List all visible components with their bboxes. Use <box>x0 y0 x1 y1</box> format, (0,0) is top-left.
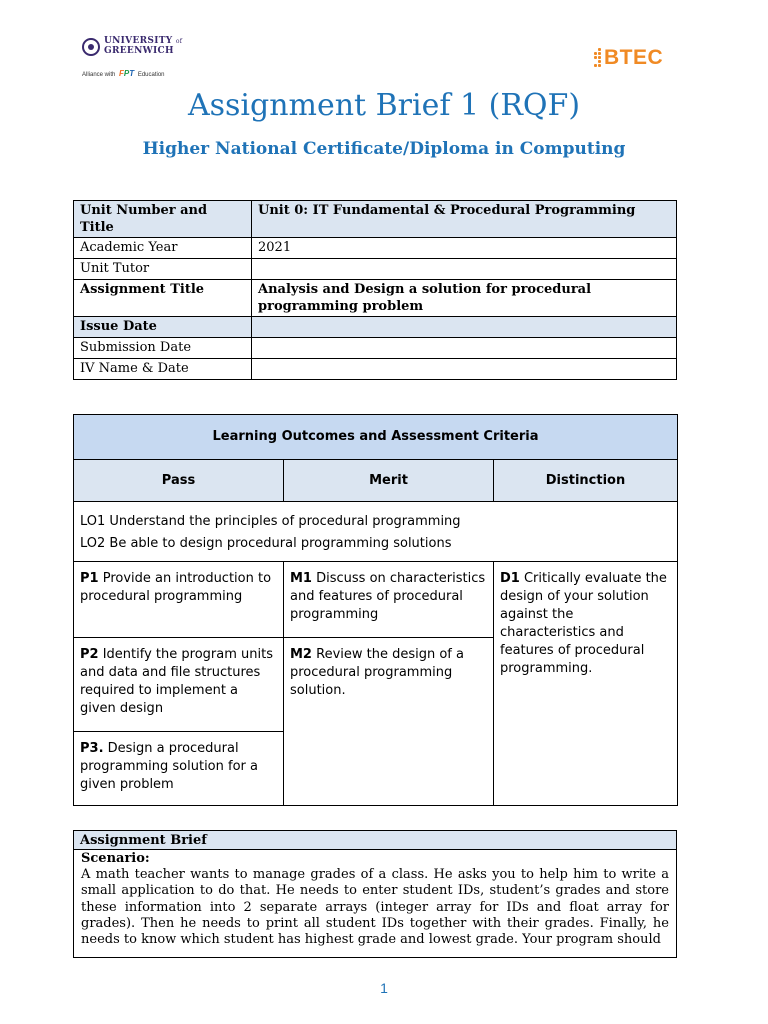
info-label: IV Name & Date <box>74 359 252 380</box>
info-value: Unit 0: IT Fundamental & Procedural Programming <box>252 201 677 238</box>
alliance-text: Alliance with FPT Education <box>82 69 165 78</box>
page-title: Assignment Brief 1 (RQF) <box>187 88 581 123</box>
page-number: 1 <box>380 980 388 996</box>
table-row <box>74 359 677 380</box>
scenario-text: A math teacher wants to manage grades of a class. He asks you to help him to write a small application to do that. He needs to enter student IDs, student’s grades and store these information into 2 separate arrays (integer array for IDs and float array for grades). Then he needs to print all student IDs together with their grades. Finally, he needs to know which student has highest grade and lowest grade. Your program should <box>81 867 669 948</box>
btec-dots-icon <box>592 48 604 70</box>
info-value: 2021 <box>252 238 677 259</box>
column-header-merit: Merit <box>284 459 494 501</box>
criterion-d1: D1 Critically evaluate the design of your solution against the characteristics and features of procedural programming. <box>494 561 677 805</box>
learning-outcomes <box>74 501 677 561</box>
table-row <box>74 238 677 259</box>
info-value <box>252 359 677 380</box>
assessment-criteria-table <box>73 414 678 806</box>
btec-logo: BTEC <box>592 44 682 74</box>
criterion-p3: P3. Design a procedural programming solution for a given problem <box>74 731 284 805</box>
page-subtitle: Higher National Certificate/Diploma in Computing <box>142 139 626 159</box>
lo1-text: LO1 Understand the principles of procedural programming <box>80 514 461 529</box>
info-label: Assignment Title <box>74 280 252 317</box>
info-label: Submission Date <box>74 338 252 359</box>
info-value <box>252 317 677 338</box>
table-row <box>74 338 677 359</box>
brief-body <box>74 850 676 948</box>
criterion-m2: M2 Review the design of a procedural programming solution. <box>284 637 494 805</box>
criterion-m1: M1 Discuss on characteristics and features of procedural programming <box>284 561 494 637</box>
criteria-header: Learning Outcomes and Assessment Criteria <box>74 415 677 459</box>
column-header-pass: Pass <box>74 459 284 501</box>
info-label: Unit Number and Title <box>74 201 252 238</box>
table-row <box>74 317 677 338</box>
fpt-logo: FPT <box>119 69 135 78</box>
column-header-distinction: Distinction <box>494 459 677 501</box>
info-label: Issue Date <box>74 317 252 338</box>
university-of-greenwich-logo <box>82 36 192 82</box>
table-row <box>74 280 677 317</box>
table-row <box>74 201 677 238</box>
unit-info-table <box>73 200 677 380</box>
lo2-text: LO2 Be able to design procedural programming solutions <box>80 536 452 551</box>
scenario-label: Scenario: <box>81 851 150 866</box>
info-label: Unit Tutor <box>74 259 252 280</box>
logo-greenwich-text: GREENWICH <box>104 46 174 56</box>
logo-university-text: UNIVERSITY of <box>104 36 183 46</box>
table-row <box>74 259 677 280</box>
criterion-p1: P1 Provide an introduction to procedural programming <box>74 561 284 637</box>
info-label: Academic Year <box>74 238 252 259</box>
brief-header: Assignment Brief <box>74 831 676 850</box>
info-value <box>252 259 677 280</box>
criterion-p2: P2 Identify the program units and data and file structures required to implement a given design <box>74 637 284 731</box>
info-value <box>252 338 677 359</box>
assignment-brief-box <box>73 830 677 958</box>
university-crest-icon <box>82 38 100 56</box>
info-value: Analysis and Design a solution for procedural programming problem <box>252 280 677 317</box>
